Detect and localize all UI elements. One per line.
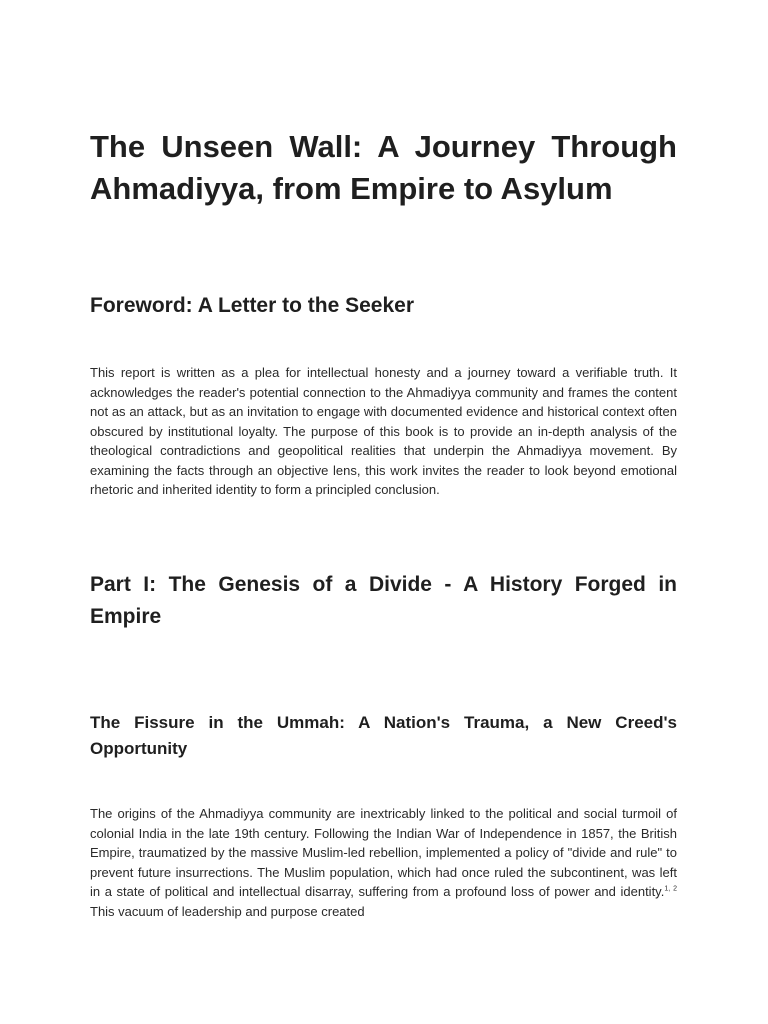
foreword-paragraph: This report is written as a plea for intellectual honesty and a journey toward a verifiable truth. It acknowledges the reader's potential connection to the Ahmadiyya community and frames the content not as an attack, but as an invitation to engage with documented evidence and historical context often obscured by institutional loyalty. The purpose of this book is to provide an in-depth analysis of the theological contradictions and geopolitical realities that underpin the Ahmadiyya movement. By examining the facts through an objective lens, this work invites the reader to look beyond emotional rhetoric and inherited identity to form a principled conclusion. <box>90 365 677 497</box>
foreword-heading: Foreword: A Letter to the Seeker <box>90 294 415 317</box>
document-title: The Unseen Wall: A Journey Through Ahmadiyya, from Empire to Asylum <box>90 129 677 206</box>
section-paragraph <box>90 804 677 921</box>
section-heading-fissure-in-the-ummah: The Fissure in the Ummah: A Nation's Trauma, a New Creed's Opportunity <box>90 713 677 758</box>
part-1-heading: Part I: The Genesis of a Divide - A History Forged in Empire <box>90 573 677 628</box>
footnote-reference[interactable]: 1, 2 <box>664 885 677 893</box>
paragraph-text: The origins of the Ahmadiyya community are inextricably linked to the political and social turmoil of colonial India in the late 19th century. Following the Indian War of Independence in 1857, the British Empire, traumatized by the massive Muslim-led rebellion, implemented a policy of "divide and rule" to prevent future insurrections. The Muslim population, which had once ruled the subcontinent, was left in a state of political and intellectual disarray, suffering from a profound loss of power and identity. <box>90 806 677 899</box>
paragraph-text-continued: This vacuum of leadership and purpose created <box>90 903 365 919</box>
